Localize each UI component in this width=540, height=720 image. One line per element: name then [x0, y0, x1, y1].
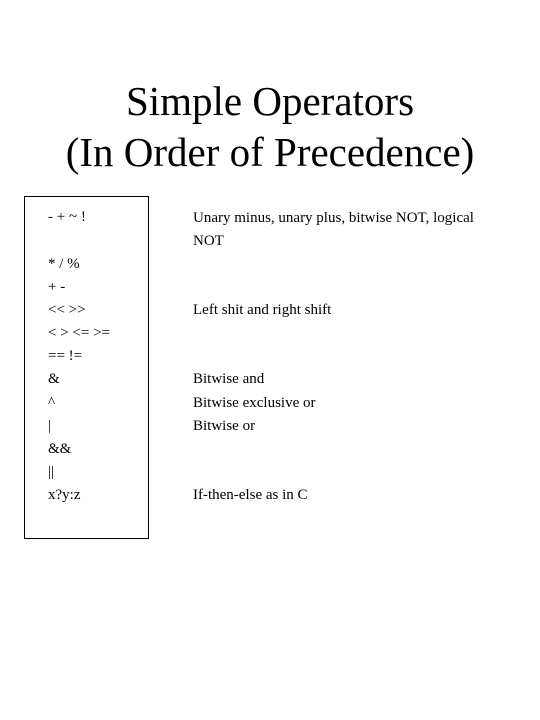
operator-additive: + - — [48, 279, 66, 295]
slide-title-line-2: (In Order of Precedence) — [65, 129, 475, 175]
operator-ternary: x?y:z — [48, 487, 81, 503]
operator-bitwise-or: | — [48, 418, 52, 434]
description-ternary: If-then-else as in C — [193, 487, 308, 503]
operator-unary: - + ~ ! — [48, 209, 86, 225]
description-bitwise-or: Bitwise or — [193, 418, 256, 434]
operator-multiplicative: * / % — [48, 256, 80, 272]
operator-logical-and: && — [48, 441, 72, 457]
operator-shift: << >> — [48, 302, 86, 318]
slide-title — [0, 76, 540, 178]
operator-relational: < > <= >= — [48, 325, 111, 341]
description-bitwise-xor: Bitwise exclusive or — [193, 395, 316, 411]
description-bitwise-and: Bitwise and — [193, 371, 265, 387]
operator-equality: == != — [48, 348, 83, 364]
slide-title-line-1: Simple Operators — [125, 78, 415, 124]
description-unary: Unary minus, unary plus, bitwise NOT, logical NOT — [193, 210, 474, 249]
operator-bitwise-xor: ^ — [48, 395, 56, 411]
operator-logical-or: || — [48, 464, 55, 480]
operator-bitwise-and: & — [48, 371, 60, 387]
operators-box — [24, 196, 149, 539]
description-shift: Left shit and right shift — [193, 302, 332, 318]
